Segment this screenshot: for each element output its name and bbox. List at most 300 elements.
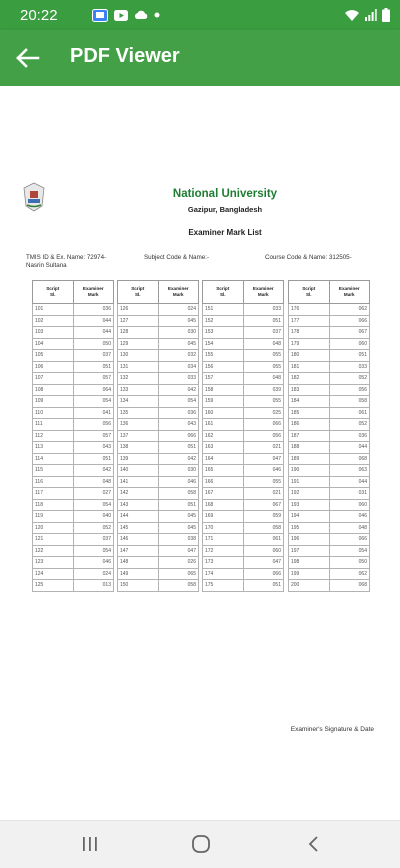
script-serial-cell: 107 bbox=[33, 373, 74, 385]
examiner-mark-cell: 046 bbox=[73, 557, 114, 569]
examiner-mark-cell: 041 bbox=[73, 407, 114, 419]
table-row bbox=[33, 338, 114, 350]
col-header-mark: Examiner Mark bbox=[329, 281, 370, 304]
table-row bbox=[118, 350, 199, 362]
marks-table-3 bbox=[202, 280, 284, 589]
table-row bbox=[33, 522, 114, 534]
examiner-mark-cell: 037 bbox=[243, 327, 284, 339]
script-serial-cell: 120 bbox=[33, 522, 74, 534]
col-header-script: Script Sl. bbox=[289, 281, 330, 304]
script-serial-cell: 101 bbox=[33, 304, 74, 316]
script-serial-cell: 199 bbox=[289, 568, 330, 580]
script-serial-cell: 155 bbox=[203, 350, 244, 362]
script-serial-cell: 194 bbox=[289, 511, 330, 523]
table-row bbox=[289, 545, 370, 557]
app-title: PDF Viewer bbox=[70, 45, 180, 67]
subject-info: Subject Code & Name:- bbox=[144, 254, 209, 261]
table-header-row bbox=[289, 281, 370, 304]
table-row bbox=[203, 430, 284, 442]
col-header-mark: Examiner Mark bbox=[73, 281, 114, 304]
university-name: National University bbox=[172, 188, 278, 200]
table-row bbox=[289, 534, 370, 546]
script-serial-cell: 149 bbox=[118, 568, 159, 580]
script-serial-cell: 181 bbox=[289, 361, 330, 373]
table-row bbox=[33, 465, 114, 477]
script-serial-cell: 124 bbox=[33, 568, 74, 580]
table-row bbox=[33, 488, 114, 500]
script-serial-cell: 111 bbox=[33, 419, 74, 431]
examiner-mark-cell: 056 bbox=[243, 430, 284, 442]
script-serial-cell: 132 bbox=[118, 373, 159, 385]
examiner-mark-cell: 038 bbox=[158, 534, 199, 546]
col-header-mark: Examiner Mark bbox=[243, 281, 284, 304]
examiner-mark-cell: 037 bbox=[73, 534, 114, 546]
table-row bbox=[289, 361, 370, 373]
examiner-mark-cell: 044 bbox=[329, 442, 370, 454]
examiner-mark-cell: 048 bbox=[73, 476, 114, 488]
examiner-mark-cell: 030 bbox=[158, 327, 199, 339]
table-row bbox=[289, 465, 370, 477]
tmis-info: TMIS ID & Ex. Name: 72974- Nasrin Sultana bbox=[26, 254, 107, 269]
table-row bbox=[203, 545, 284, 557]
examiner-mark-cell: 050 bbox=[73, 338, 114, 350]
battery-icon bbox=[382, 8, 390, 22]
table-row bbox=[203, 315, 284, 327]
table-row bbox=[118, 465, 199, 477]
script-serial-cell: 192 bbox=[289, 488, 330, 500]
table-row bbox=[203, 534, 284, 546]
table-row bbox=[33, 396, 114, 408]
table-row bbox=[118, 407, 199, 419]
script-serial-cell: 198 bbox=[289, 557, 330, 569]
table-row bbox=[118, 338, 199, 350]
table-row bbox=[33, 327, 114, 339]
examiner-mark-cell: 052 bbox=[329, 373, 370, 385]
examiner-mark-cell: 046 bbox=[329, 511, 370, 523]
table-row bbox=[203, 384, 284, 396]
script-serial-cell: 196 bbox=[289, 534, 330, 546]
script-serial-cell: 173 bbox=[203, 557, 244, 569]
table-header-row bbox=[203, 281, 284, 304]
examiner-mark-cell: 045 bbox=[158, 338, 199, 350]
script-serial-cell: 102 bbox=[33, 315, 74, 327]
script-serial-cell: 123 bbox=[33, 557, 74, 569]
table-row bbox=[33, 304, 114, 316]
table-row bbox=[33, 568, 114, 580]
script-serial-cell: 144 bbox=[118, 511, 159, 523]
script-serial-cell: 128 bbox=[118, 327, 159, 339]
examiner-mark-cell: 062 bbox=[329, 568, 370, 580]
examiner-mark-cell: 055 bbox=[243, 350, 284, 362]
col-header-mark: Examiner Mark bbox=[158, 281, 199, 304]
script-serial-cell: 145 bbox=[118, 522, 159, 534]
table-row bbox=[203, 499, 284, 511]
examiner-mark-cell: 048 bbox=[243, 373, 284, 385]
table-row bbox=[289, 476, 370, 488]
script-serial-cell: 186 bbox=[289, 419, 330, 431]
table-row bbox=[289, 568, 370, 580]
examiner-mark-cell: 052 bbox=[73, 522, 114, 534]
examiner-mark-cell: 051 bbox=[73, 361, 114, 373]
examiner-mark-cell: 040 bbox=[73, 511, 114, 523]
examiner-mark-cell: 068 bbox=[329, 453, 370, 465]
marks-table-1 bbox=[32, 280, 114, 589]
examiner-mark-cell: 051 bbox=[243, 315, 284, 327]
table-row bbox=[118, 304, 199, 316]
table-row bbox=[289, 442, 370, 454]
table-row bbox=[289, 384, 370, 396]
examiner-mark-cell: 044 bbox=[73, 315, 114, 327]
examiner-mark-cell: 066 bbox=[329, 534, 370, 546]
script-serial-cell: 184 bbox=[289, 396, 330, 408]
navigation-bar bbox=[0, 820, 400, 868]
table-row bbox=[118, 373, 199, 385]
script-serial-cell: 136 bbox=[118, 419, 159, 431]
col-header-script: Script Sl. bbox=[118, 281, 159, 304]
examiner-mark-cell: 057 bbox=[73, 430, 114, 442]
examiner-mark-cell: 060 bbox=[329, 499, 370, 511]
table-row bbox=[203, 488, 284, 500]
examiner-mark-cell: 047 bbox=[243, 453, 284, 465]
dot-icon bbox=[154, 12, 160, 18]
pdf-page[interactable] bbox=[0, 86, 400, 820]
table-row bbox=[118, 511, 199, 523]
table-row bbox=[289, 499, 370, 511]
table-row bbox=[118, 568, 199, 580]
examiner-mark-cell: 042 bbox=[73, 465, 114, 477]
script-serial-cell: 150 bbox=[118, 580, 159, 592]
examiner-mark-cell: 033 bbox=[243, 304, 284, 316]
examiner-mark-cell: 065 bbox=[158, 568, 199, 580]
table-row bbox=[33, 350, 114, 362]
examiner-mark-cell: 062 bbox=[329, 304, 370, 316]
table-row bbox=[203, 396, 284, 408]
document-title: Examiner Mark List bbox=[188, 228, 262, 237]
examiner-mark-cell: 051 bbox=[158, 499, 199, 511]
table-row bbox=[203, 568, 284, 580]
examiner-mark-cell: 043 bbox=[158, 419, 199, 431]
script-serial-cell: 137 bbox=[118, 430, 159, 442]
script-serial-cell: 172 bbox=[203, 545, 244, 557]
status-bar bbox=[0, 0, 400, 30]
script-serial-cell: 200 bbox=[289, 580, 330, 592]
marks-table bbox=[202, 280, 284, 592]
examiner-mark-cell: 056 bbox=[329, 384, 370, 396]
table-row bbox=[118, 315, 199, 327]
marks-table-4 bbox=[288, 280, 370, 589]
script-serial-cell: 146 bbox=[118, 534, 159, 546]
back-arrow-icon[interactable] bbox=[14, 46, 40, 70]
script-serial-cell: 189 bbox=[289, 453, 330, 465]
examiner-mark-cell: 067 bbox=[243, 499, 284, 511]
script-serial-cell: 135 bbox=[118, 407, 159, 419]
examiner-mark-cell: 036 bbox=[73, 304, 114, 316]
script-serial-cell: 195 bbox=[289, 522, 330, 534]
table-row bbox=[289, 373, 370, 385]
examiner-mark-cell: 058 bbox=[158, 580, 199, 592]
script-serial-cell: 110 bbox=[33, 407, 74, 419]
table-row bbox=[203, 557, 284, 569]
table-row bbox=[289, 338, 370, 350]
table-row bbox=[118, 545, 199, 557]
examiner-mark-cell: 055 bbox=[243, 476, 284, 488]
table-header-row bbox=[33, 281, 114, 304]
nav-back-icon[interactable] bbox=[302, 833, 326, 855]
table-row bbox=[33, 499, 114, 511]
script-serial-cell: 108 bbox=[33, 384, 74, 396]
table-row bbox=[33, 534, 114, 546]
examiner-mark-cell: 030 bbox=[158, 465, 199, 477]
examiner-mark-cell: 043 bbox=[73, 442, 114, 454]
table-row bbox=[118, 453, 199, 465]
script-serial-cell: 170 bbox=[203, 522, 244, 534]
table-row bbox=[118, 419, 199, 431]
script-serial-cell: 168 bbox=[203, 499, 244, 511]
script-serial-cell: 151 bbox=[203, 304, 244, 316]
script-serial-cell: 131 bbox=[118, 361, 159, 373]
script-serial-cell: 165 bbox=[203, 465, 244, 477]
table-row bbox=[289, 327, 370, 339]
script-serial-cell: 121 bbox=[33, 534, 74, 546]
script-serial-cell: 197 bbox=[289, 545, 330, 557]
table-row bbox=[203, 407, 284, 419]
examiner-mark-cell: 013 bbox=[73, 580, 114, 592]
script-serial-cell: 177 bbox=[289, 315, 330, 327]
examiner-mark-cell: 027 bbox=[73, 488, 114, 500]
table-row bbox=[289, 580, 370, 592]
script-serial-cell: 140 bbox=[118, 465, 159, 477]
table-row bbox=[33, 315, 114, 327]
examiner-mark-cell: 068 bbox=[329, 580, 370, 592]
table-row bbox=[289, 419, 370, 431]
table-row bbox=[33, 442, 114, 454]
marks-table bbox=[32, 280, 114, 592]
script-serial-cell: 118 bbox=[33, 499, 74, 511]
examiner-mark-cell: 060 bbox=[243, 545, 284, 557]
table-row bbox=[203, 361, 284, 373]
marks-table-2 bbox=[117, 280, 199, 589]
examiner-mark-cell: 026 bbox=[158, 557, 199, 569]
table-row bbox=[289, 350, 370, 362]
table-row bbox=[118, 442, 199, 454]
script-serial-cell: 104 bbox=[33, 338, 74, 350]
examiner-mark-cell: 047 bbox=[158, 545, 199, 557]
table-row bbox=[203, 419, 284, 431]
examiner-mark-cell: 056 bbox=[73, 419, 114, 431]
table-row bbox=[203, 350, 284, 362]
examiner-mark-cell: 063 bbox=[329, 465, 370, 477]
script-serial-cell: 129 bbox=[118, 338, 159, 350]
examiner-mark-cell: 054 bbox=[73, 545, 114, 557]
script-serial-cell: 106 bbox=[33, 361, 74, 373]
cloud-icon bbox=[134, 10, 148, 20]
script-serial-cell: 159 bbox=[203, 396, 244, 408]
examiner-mark-cell: 064 bbox=[73, 384, 114, 396]
script-serial-cell: 193 bbox=[289, 499, 330, 511]
script-serial-cell: 176 bbox=[289, 304, 330, 316]
examiner-mark-cell: 067 bbox=[329, 327, 370, 339]
examiner-mark-cell: 066 bbox=[243, 419, 284, 431]
table-row bbox=[289, 488, 370, 500]
script-serial-cell: 143 bbox=[118, 499, 159, 511]
table-row bbox=[203, 442, 284, 454]
script-serial-cell: 161 bbox=[203, 419, 244, 431]
table-row bbox=[118, 430, 199, 442]
script-serial-cell: 109 bbox=[33, 396, 74, 408]
table-row bbox=[289, 315, 370, 327]
recents-icon[interactable] bbox=[78, 833, 102, 855]
examiner-mark-cell: 036 bbox=[329, 430, 370, 442]
examiner-mark-cell: 036 bbox=[158, 407, 199, 419]
examiner-signature: Examiner's Signature & Date bbox=[290, 726, 374, 733]
examiner-mark-cell: 025 bbox=[243, 407, 284, 419]
table-row bbox=[289, 304, 370, 316]
examiner-mark-cell: 033 bbox=[158, 373, 199, 385]
script-serial-cell: 191 bbox=[289, 476, 330, 488]
examiner-mark-cell: 055 bbox=[243, 361, 284, 373]
script-serial-cell: 185 bbox=[289, 407, 330, 419]
table-row bbox=[118, 488, 199, 500]
examiner-mark-cell: 024 bbox=[73, 568, 114, 580]
script-serial-cell: 139 bbox=[118, 453, 159, 465]
table-row bbox=[33, 557, 114, 569]
examiner-mark-cell: 024 bbox=[158, 304, 199, 316]
table-row bbox=[203, 522, 284, 534]
script-serial-cell: 127 bbox=[118, 315, 159, 327]
col-header-script: Script Sl. bbox=[33, 281, 74, 304]
script-serial-cell: 147 bbox=[118, 545, 159, 557]
examiner-mark-cell: 061 bbox=[329, 407, 370, 419]
table-row bbox=[203, 327, 284, 339]
wifi-icon bbox=[344, 9, 360, 22]
col-header-script: Script Sl. bbox=[203, 281, 244, 304]
script-serial-cell: 133 bbox=[118, 384, 159, 396]
table-row bbox=[289, 407, 370, 419]
script-serial-cell: 112 bbox=[33, 430, 74, 442]
examiner-mark-cell: 066 bbox=[158, 430, 199, 442]
script-serial-cell: 162 bbox=[203, 430, 244, 442]
examiner-mark-cell: 066 bbox=[329, 315, 370, 327]
script-serial-cell: 142 bbox=[118, 488, 159, 500]
system-status-icons bbox=[344, 8, 390, 22]
examiner-mark-cell: 058 bbox=[243, 522, 284, 534]
examiner-mark-cell: 051 bbox=[73, 453, 114, 465]
script-serial-cell: 175 bbox=[203, 580, 244, 592]
script-serial-cell: 182 bbox=[289, 373, 330, 385]
script-serial-cell: 141 bbox=[118, 476, 159, 488]
table-row bbox=[33, 373, 114, 385]
examiner-mark-cell: 037 bbox=[73, 350, 114, 362]
table-row bbox=[118, 384, 199, 396]
table-row bbox=[203, 338, 284, 350]
examiner-mark-cell: 058 bbox=[158, 488, 199, 500]
script-serial-cell: 171 bbox=[203, 534, 244, 546]
examiner-mark-cell: 066 bbox=[243, 568, 284, 580]
script-serial-cell: 152 bbox=[203, 315, 244, 327]
examiner-mark-cell: 048 bbox=[243, 338, 284, 350]
examiner-mark-cell: 054 bbox=[158, 396, 199, 408]
examiner-mark-cell: 054 bbox=[329, 545, 370, 557]
examiner-mark-cell: 054 bbox=[73, 499, 114, 511]
youtube-icon bbox=[114, 10, 128, 21]
script-serial-cell: 188 bbox=[289, 442, 330, 454]
script-serial-cell: 166 bbox=[203, 476, 244, 488]
examiner-mark-cell: 057 bbox=[73, 373, 114, 385]
script-serial-cell: 119 bbox=[33, 511, 74, 523]
examiner-mark-cell: 058 bbox=[329, 396, 370, 408]
examiner-mark-cell: 046 bbox=[243, 465, 284, 477]
examiner-mark-cell: 021 bbox=[243, 488, 284, 500]
home-icon[interactable] bbox=[189, 833, 213, 855]
script-serial-cell: 158 bbox=[203, 384, 244, 396]
script-serial-cell: 179 bbox=[289, 338, 330, 350]
marks-table bbox=[117, 280, 199, 592]
table-row bbox=[118, 522, 199, 534]
script-serial-cell: 160 bbox=[203, 407, 244, 419]
script-serial-cell: 117 bbox=[33, 488, 74, 500]
university-address: Gazipur, Bangladesh bbox=[187, 205, 263, 214]
table-row bbox=[33, 430, 114, 442]
app-bar bbox=[0, 30, 400, 86]
table-row bbox=[203, 476, 284, 488]
script-serial-cell: 115 bbox=[33, 465, 74, 477]
examiner-mark-cell: 044 bbox=[329, 476, 370, 488]
script-serial-cell: 167 bbox=[203, 488, 244, 500]
examiner-mark-cell: 052 bbox=[329, 419, 370, 431]
script-serial-cell: 122 bbox=[33, 545, 74, 557]
table-row bbox=[289, 522, 370, 534]
examiner-mark-cell: 050 bbox=[329, 557, 370, 569]
table-row bbox=[289, 557, 370, 569]
table-row bbox=[203, 304, 284, 316]
examiner-mark-cell: 048 bbox=[329, 522, 370, 534]
script-serial-cell: 113 bbox=[33, 442, 74, 454]
script-serial-cell: 163 bbox=[203, 442, 244, 454]
table-row bbox=[33, 361, 114, 373]
examiner-mark-cell: 051 bbox=[158, 442, 199, 454]
script-serial-cell: 114 bbox=[33, 453, 74, 465]
table-row bbox=[289, 430, 370, 442]
examiner-mark-cell: 042 bbox=[158, 384, 199, 396]
script-serial-cell: 116 bbox=[33, 476, 74, 488]
script-serial-cell: 190 bbox=[289, 465, 330, 477]
script-serial-cell: 134 bbox=[118, 396, 159, 408]
examiner-mark-cell: 051 bbox=[329, 350, 370, 362]
table-row bbox=[33, 545, 114, 557]
script-serial-cell: 180 bbox=[289, 350, 330, 362]
script-serial-cell: 156 bbox=[203, 361, 244, 373]
script-serial-cell: 174 bbox=[203, 568, 244, 580]
examiner-mark-cell: 021 bbox=[243, 442, 284, 454]
table-row bbox=[33, 511, 114, 523]
examiner-mark-cell: 042 bbox=[158, 453, 199, 465]
notification-icons bbox=[92, 8, 160, 22]
examiner-mark-cell: 060 bbox=[329, 338, 370, 350]
examiner-mark-cell: 033 bbox=[329, 361, 370, 373]
table-row bbox=[118, 580, 199, 592]
examiner-mark-cell: 061 bbox=[243, 534, 284, 546]
examiner-mark-cell: 047 bbox=[243, 557, 284, 569]
examiner-mark-cell: 039 bbox=[243, 384, 284, 396]
examiner-mark-cell: 059 bbox=[243, 511, 284, 523]
script-serial-cell: 169 bbox=[203, 511, 244, 523]
script-serial-cell: 187 bbox=[289, 430, 330, 442]
signal-icon bbox=[365, 9, 377, 21]
table-row bbox=[33, 407, 114, 419]
table-row bbox=[33, 453, 114, 465]
script-serial-cell: 148 bbox=[118, 557, 159, 569]
table-row bbox=[289, 396, 370, 408]
